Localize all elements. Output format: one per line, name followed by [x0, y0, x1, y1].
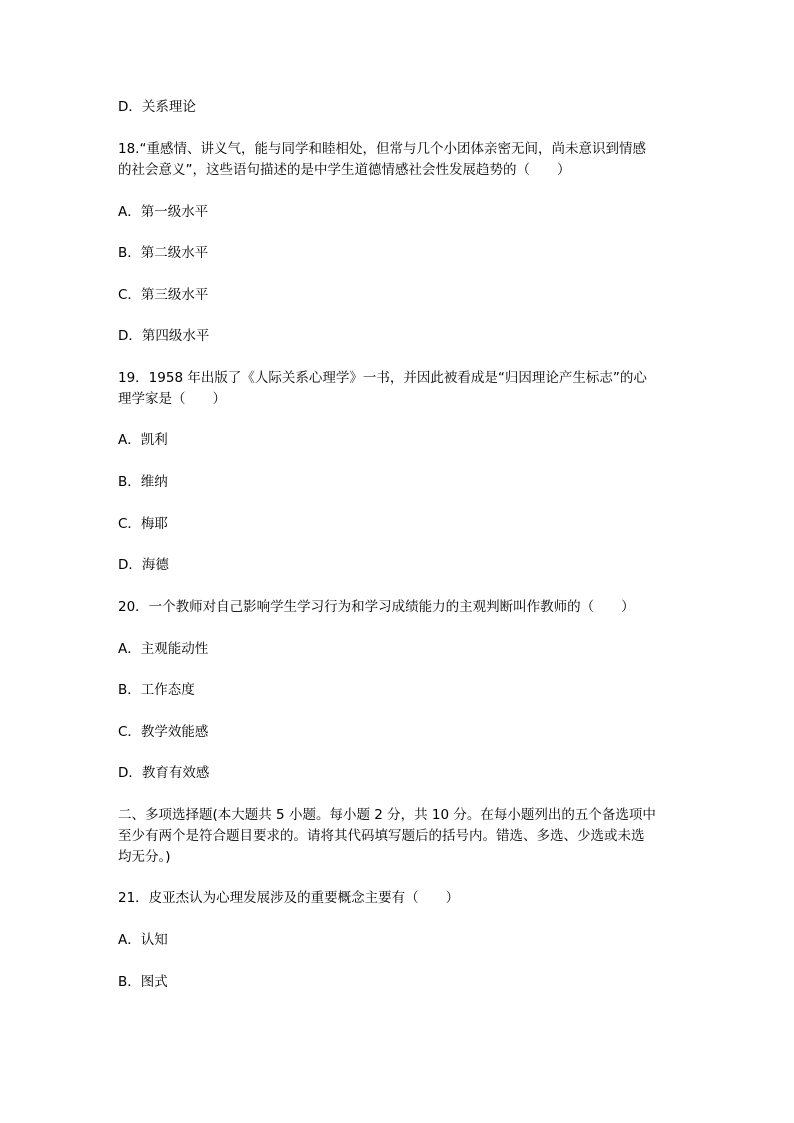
q20-option-a: A．主观能动性 [118, 641, 209, 657]
q19-stem-line1: 19．1958 年出版了《人际关系心理学》一书，并因此被看成是“归因理论产生标志”的心 [118, 370, 647, 386]
q20-option-b: B．工作态度 [118, 682, 195, 698]
q21-option-a: A．认知 [118, 932, 168, 948]
section2-heading-line1: 二、多项选择题(本大题共 5 小题。每小题 2 分，共 10 分。在每小题列出的五个备选项中 [118, 807, 656, 823]
q20-option-c: C．教学效能感 [118, 724, 209, 740]
section2-heading-line3: 均无分。) [118, 849, 171, 865]
q17-option-d: D．关系理论 [118, 99, 196, 115]
q19-stem-line2: 理学家是（ ） [118, 391, 226, 407]
q21-stem: 21．皮亚杰认为心理发展涉及的重要概念主要有（ ） [118, 890, 460, 906]
q18-option-a: A．第一级水平 [118, 204, 209, 220]
q18-option-c: C．第三级水平 [118, 287, 209, 303]
q20-stem: 20．一个教师对自己影响学生学习行为和学习成绩能力的主观判断叫作教师的（ ） [118, 599, 635, 615]
q18-option-d: D．第四级水平 [118, 328, 210, 344]
q19-option-d: D．海德 [118, 557, 169, 573]
q19-option-b: B．维纳 [118, 474, 168, 490]
q18-option-b: B．第二级水平 [118, 245, 209, 261]
q18-stem-line2: 的社会意义”，这些语句描述的是中学生道德情感社会性发展趋势的（ ） [118, 162, 571, 178]
q20-option-d: D．教育有效感 [118, 765, 210, 781]
q21-option-b: B．图式 [118, 974, 168, 990]
section2-heading-line2: 至少有两个是符合题目要求的。请将其代码填写题后的括号内。错选、多选、少选或未选 [118, 828, 645, 844]
q19-option-c: C．梅耶 [118, 516, 168, 532]
q19-option-a: A．凯利 [118, 432, 168, 448]
q18-stem-line1: 18.“重感情、讲义气，能与同学和睦相处，但常与几个小团体亲密无间，尚未意识到情感 [118, 141, 646, 157]
